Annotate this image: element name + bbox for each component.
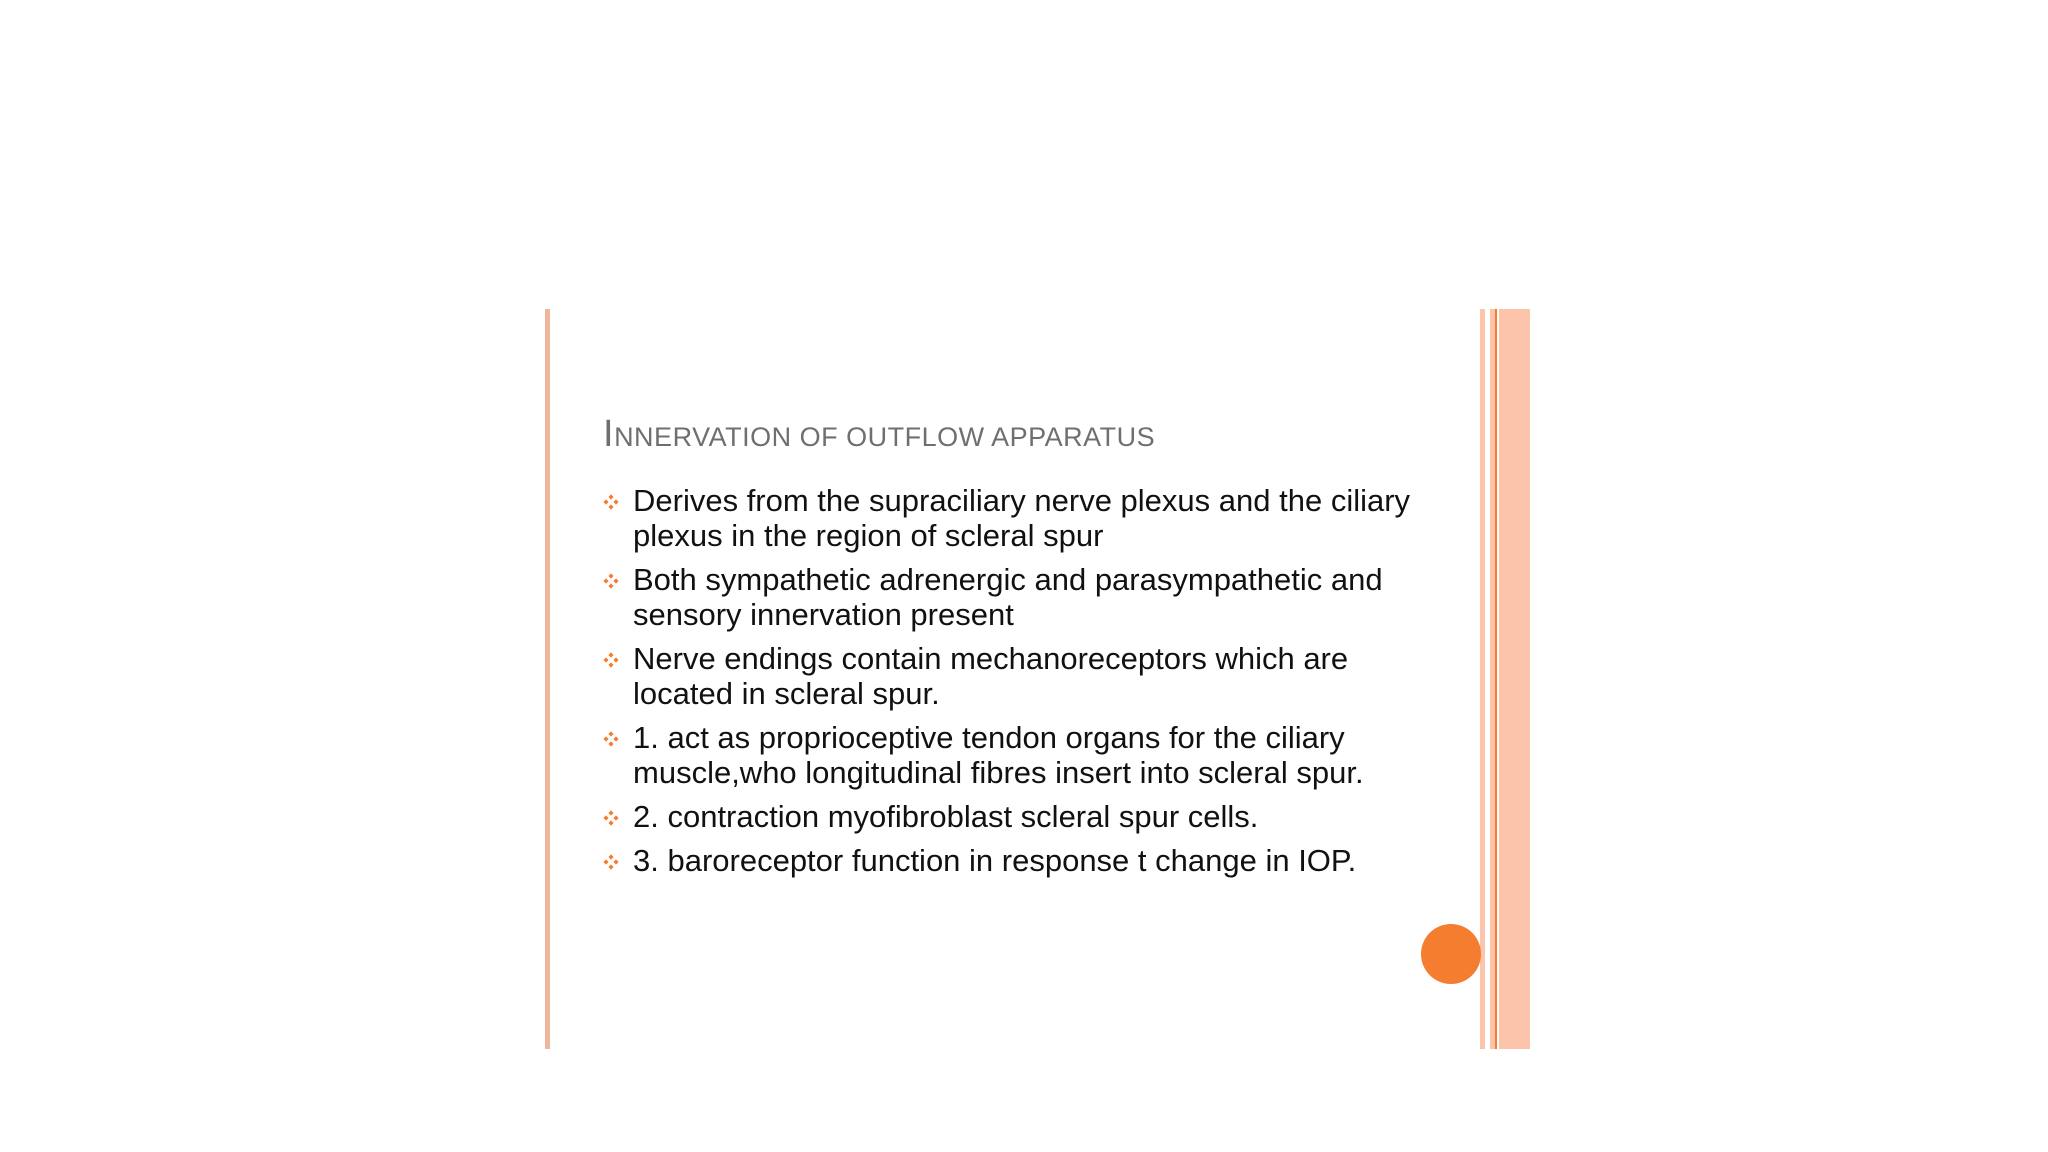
bullet-text: Derives from the supraciliary nerve plexus and the ciliary plexus in the region of scleral spur [633, 483, 1411, 553]
right-accent-bar-thin [1480, 309, 1485, 1049]
slide-title-initial: I [603, 413, 615, 455]
bullet-item [603, 562, 1443, 632]
bullet-text: Both sympathetic adrenergic and parasympathetic and sensory innervation present [633, 562, 1383, 632]
four-diamond-bullet-icon [603, 573, 619, 589]
slide-title-rest: NNERVATION OF OUTFLOW APPARATUS [614, 422, 1156, 452]
bullet-item [603, 843, 1443, 878]
bullet-text: 2. contraction myofibroblast scleral spur cells. [633, 799, 1259, 834]
four-diamond-bullet-icon [603, 652, 619, 668]
bullet-item [603, 483, 1443, 553]
left-accent-rule [545, 309, 550, 1049]
right-accent-line [1495, 309, 1497, 1049]
four-diamond-bullet-icon [603, 854, 619, 870]
bullet-item [603, 799, 1443, 834]
bullet-item [603, 720, 1443, 790]
four-diamond-bullet-icon [603, 810, 619, 826]
bullet-text: 1. act as proprioceptive tendon organs for the ciliary muscle,who longitudinal fibres insert into scleral spur. [633, 720, 1364, 790]
bullet-text: Nerve endings contain mechanoreceptors which are located in scleral spur. [633, 641, 1349, 711]
orange-circle-decoration [1421, 924, 1481, 984]
bullet-list [603, 483, 1443, 887]
slide [545, 309, 1530, 1049]
slide-title [603, 413, 1423, 456]
bullet-item [603, 641, 1443, 711]
bullet-text: 3. baroreceptor function in response t change in IOP. [633, 843, 1357, 878]
right-accent-bar-wide [1499, 309, 1530, 1049]
four-diamond-bullet-icon [603, 494, 619, 510]
four-diamond-bullet-icon [603, 731, 619, 747]
